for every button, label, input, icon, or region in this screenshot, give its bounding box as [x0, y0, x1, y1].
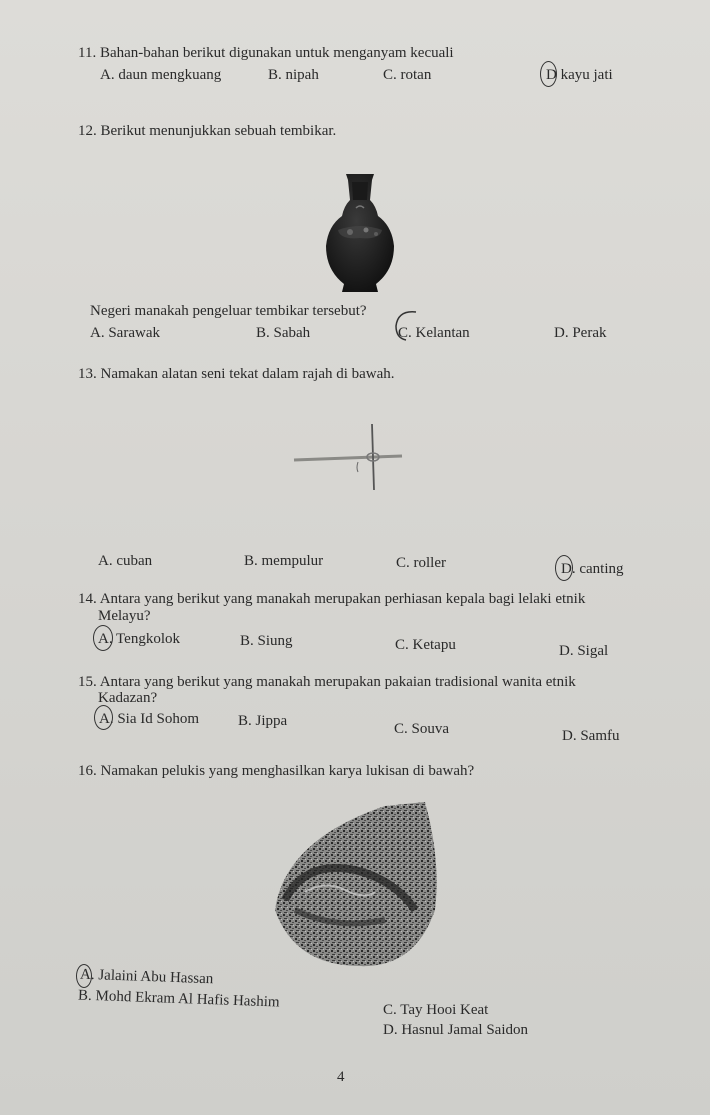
q16-stem: 16. Namakan pelukis yang menghasilkan karya lukisan di bawah?	[78, 763, 475, 779]
q14-option-b[interactable]: B. Siung	[240, 633, 293, 649]
q13-option-b[interactable]: B. mempulur	[244, 553, 324, 569]
q13-answer-mark	[555, 555, 573, 581]
q11-option-c[interactable]: C. rotan	[383, 67, 432, 83]
artwork-image	[265, 800, 445, 975]
q15-answer-mark	[94, 705, 113, 730]
embroidery-tool-image	[290, 420, 410, 495]
q12-option-b[interactable]: B. Sabah	[256, 325, 311, 341]
q12-option-c[interactable]: C. Kelantan	[398, 325, 470, 341]
q15-option-b[interactable]: B. Jippa	[238, 713, 288, 729]
q11-option-b[interactable]: B. nipah	[268, 67, 319, 83]
q14-stem: 14. Antara yang berikut yang manakah merupakan perhiasan kepala bagi lelaki etnik	[78, 591, 586, 607]
q12-answer-mark	[392, 308, 422, 342]
q16-option-c[interactable]: C. Tay Hooi Keat	[383, 1002, 489, 1018]
q15-stem: 15. Antara yang berikut yang manakah merupakan pakaian tradisional wanita etnik	[78, 674, 576, 690]
q14-answer-mark	[93, 625, 113, 651]
q12-prompt: Negeri manakah pengeluar tembikar tersebut?	[90, 303, 367, 319]
q13-option-d[interactable]: D. canting	[561, 561, 624, 577]
q14-option-c[interactable]: C. Ketapu	[395, 637, 456, 653]
q13-option-c[interactable]: C. roller	[396, 555, 446, 571]
q14-option-a[interactable]: A. Tengkolok	[98, 631, 181, 647]
q13-option-a[interactable]: A. cuban	[98, 553, 153, 569]
q16-option-b[interactable]: B. Mohd Ekram Al Hafis Hashim	[77, 987, 280, 1011]
q12-option-a[interactable]: A. Sarawak	[90, 325, 160, 341]
q16-option-d[interactable]: D. Hasnul Jamal Saidon	[383, 1022, 528, 1038]
q15-option-d[interactable]: D. Samfu	[562, 728, 620, 744]
q15-option-c[interactable]: C. Souva	[394, 721, 450, 737]
q11-answer-mark	[540, 61, 557, 87]
q11-option-a[interactable]: A. daun mengkuang	[100, 67, 222, 83]
q14-option-d[interactable]: D. Sigal	[559, 643, 609, 659]
q12-stem: 12. Berikut menunjukkan sebuah tembikar.	[78, 123, 337, 139]
q16-answer-mark	[76, 964, 92, 988]
q15-stem-line2: Kadazan?	[98, 690, 158, 706]
page-number: 4	[337, 1069, 345, 1085]
q11-option-d[interactable]: D kayu jati	[546, 67, 613, 83]
q11-stem: 11. Bahan-bahan berikut digunakan untuk menganyam kecuali	[78, 45, 454, 61]
q14-stem-line2: Melayu?	[98, 608, 151, 624]
q13-stem: 13. Namakan alatan seni tekat dalam rajah di bawah.	[78, 366, 395, 382]
q16-option-a[interactable]: A. Jalaini Abu Hassan	[79, 966, 214, 988]
q15-option-a[interactable]: A. Sia Id Sohom	[99, 711, 200, 727]
pottery-vase-image	[320, 170, 400, 295]
q12-option-d[interactable]: D. Perak	[554, 325, 607, 341]
